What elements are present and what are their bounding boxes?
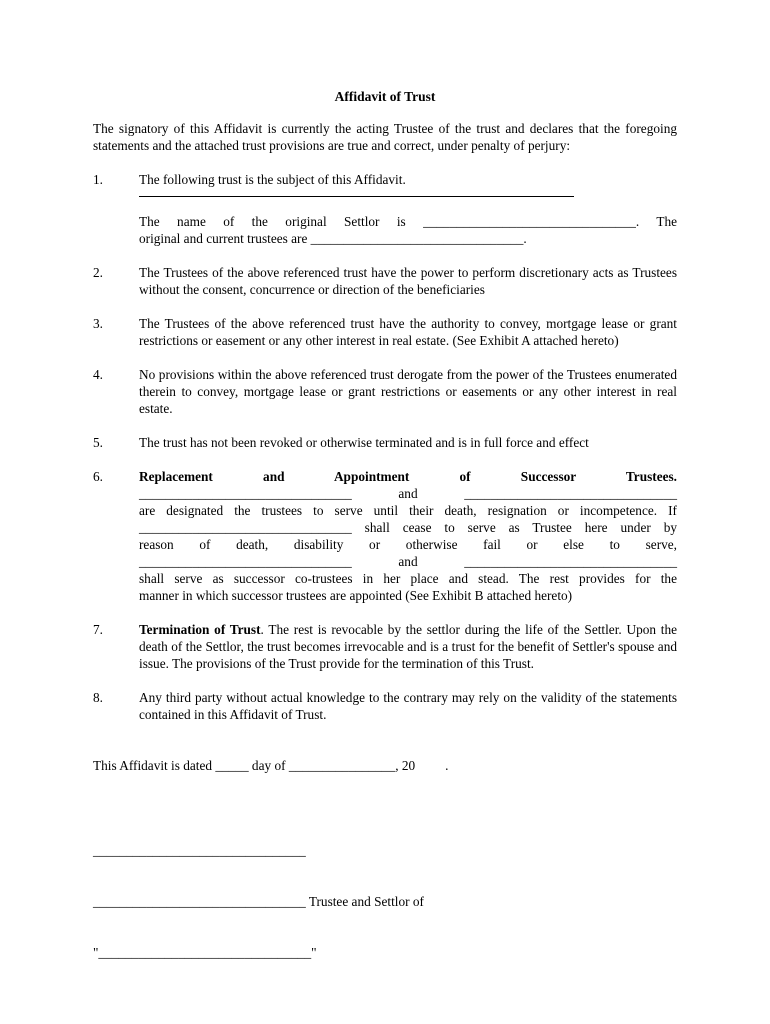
item-text: The trust has not been revoked or otherwise terminated and is in full force and effect bbox=[139, 435, 589, 450]
settlor-line: The name of the original Settlor is ________________________________. The bbox=[139, 214, 677, 229]
intro-paragraph: The signatory of this Affidavit is currently the acting Trustee of the trust and declares that the foregoing statements and the attached trust provisions are true and correct, under penalty of perjury: bbox=[93, 121, 677, 153]
item-text: Any third party without actual knowledge to the contrary may rely on the validity of the statements contained in this Affidavit of Trust. bbox=[139, 690, 677, 722]
item-number: 1. bbox=[93, 172, 103, 187]
item-line: ________________________________ and ________________________________ bbox=[139, 486, 677, 501]
list-item-4 bbox=[93, 366, 677, 417]
item-body bbox=[139, 468, 677, 604]
item-text: The following trust is the subject of this Affidavit. bbox=[139, 172, 406, 187]
document-page bbox=[93, 88, 677, 995]
list-item-3 bbox=[93, 315, 677, 349]
list-item-6 bbox=[93, 468, 677, 604]
list-item-2 bbox=[93, 264, 677, 298]
item-line: ________________________________ shall cease to serve as Trustee here under by bbox=[139, 520, 677, 535]
item-line: ________________________________ and ________________________________ bbox=[139, 554, 677, 569]
item-line: are designated the trustees to serve until their death, resignation or incompetence. If bbox=[139, 503, 677, 518]
item-number: 2. bbox=[93, 265, 103, 280]
item-text: The Trustees of the above referenced trust have the power to perform discretionary acts as Trustees without the consent, concurrence or direction of the beneficiaries bbox=[139, 265, 677, 297]
dated-line: This Affidavit is dated _____ day of ________________, 20 . bbox=[93, 758, 449, 773]
trust-name-line: "________________________________" bbox=[93, 945, 317, 960]
item-number: 6. bbox=[93, 469, 103, 484]
item-number: 5. bbox=[93, 435, 103, 450]
list-item-5 bbox=[93, 434, 677, 451]
list-item-1 bbox=[93, 171, 677, 247]
item-line: reason of death, disability or otherwise fail or else to serve, bbox=[139, 537, 677, 552]
document-title: Affidavit of Trust bbox=[334, 89, 436, 104]
item-body bbox=[139, 171, 677, 247]
item-number: 7. bbox=[93, 622, 103, 637]
item-number: 4. bbox=[93, 367, 103, 382]
blank-rule bbox=[139, 188, 574, 197]
item-number: 3. bbox=[93, 316, 103, 331]
item-line: manner in which successor trustees are appointed (See Exhibit B attached hereto) bbox=[139, 588, 573, 603]
item-line: shall serve as successor co-trustees in her place and stead. The rest provides for the bbox=[139, 571, 677, 586]
signature-line: ________________________________ Trustee and Settlor of bbox=[93, 894, 424, 909]
signature-block bbox=[93, 808, 677, 995]
list-item-8 bbox=[93, 689, 677, 723]
item-heading: Replacement and Appointment of Successor Trustees. bbox=[139, 469, 677, 484]
item-text: . The rest is revocable by the settlor during the life of the Settler. Upon the death of the Settlor, the trust becomes irrevocable and is a trust for the benefit of Settler's spouse and issue. The provisions of the Trust provide for the termination of this Trust. bbox=[139, 622, 677, 671]
list-item-7 bbox=[93, 621, 677, 672]
item-number: 8. bbox=[93, 690, 103, 705]
item-text: No provisions within the above referenced trust derogate from the power of the Trustees enumerated therein to convey, mortgage lease or grant restrictions or easements or any other interest in real estate. bbox=[139, 367, 677, 416]
item-heading: Termination of Trust bbox=[139, 622, 261, 637]
signature-line: ________________________________ bbox=[93, 843, 306, 858]
trustees-line: original and current trustees are ________________________________. bbox=[139, 231, 527, 246]
item-text: The Trustees of the above referenced trust have the authority to convey, mortgage lease or grant restrictions or easement or any other interest in real estate. (See Exhibit A attached hereto) bbox=[139, 316, 677, 348]
item-body bbox=[139, 621, 677, 672]
